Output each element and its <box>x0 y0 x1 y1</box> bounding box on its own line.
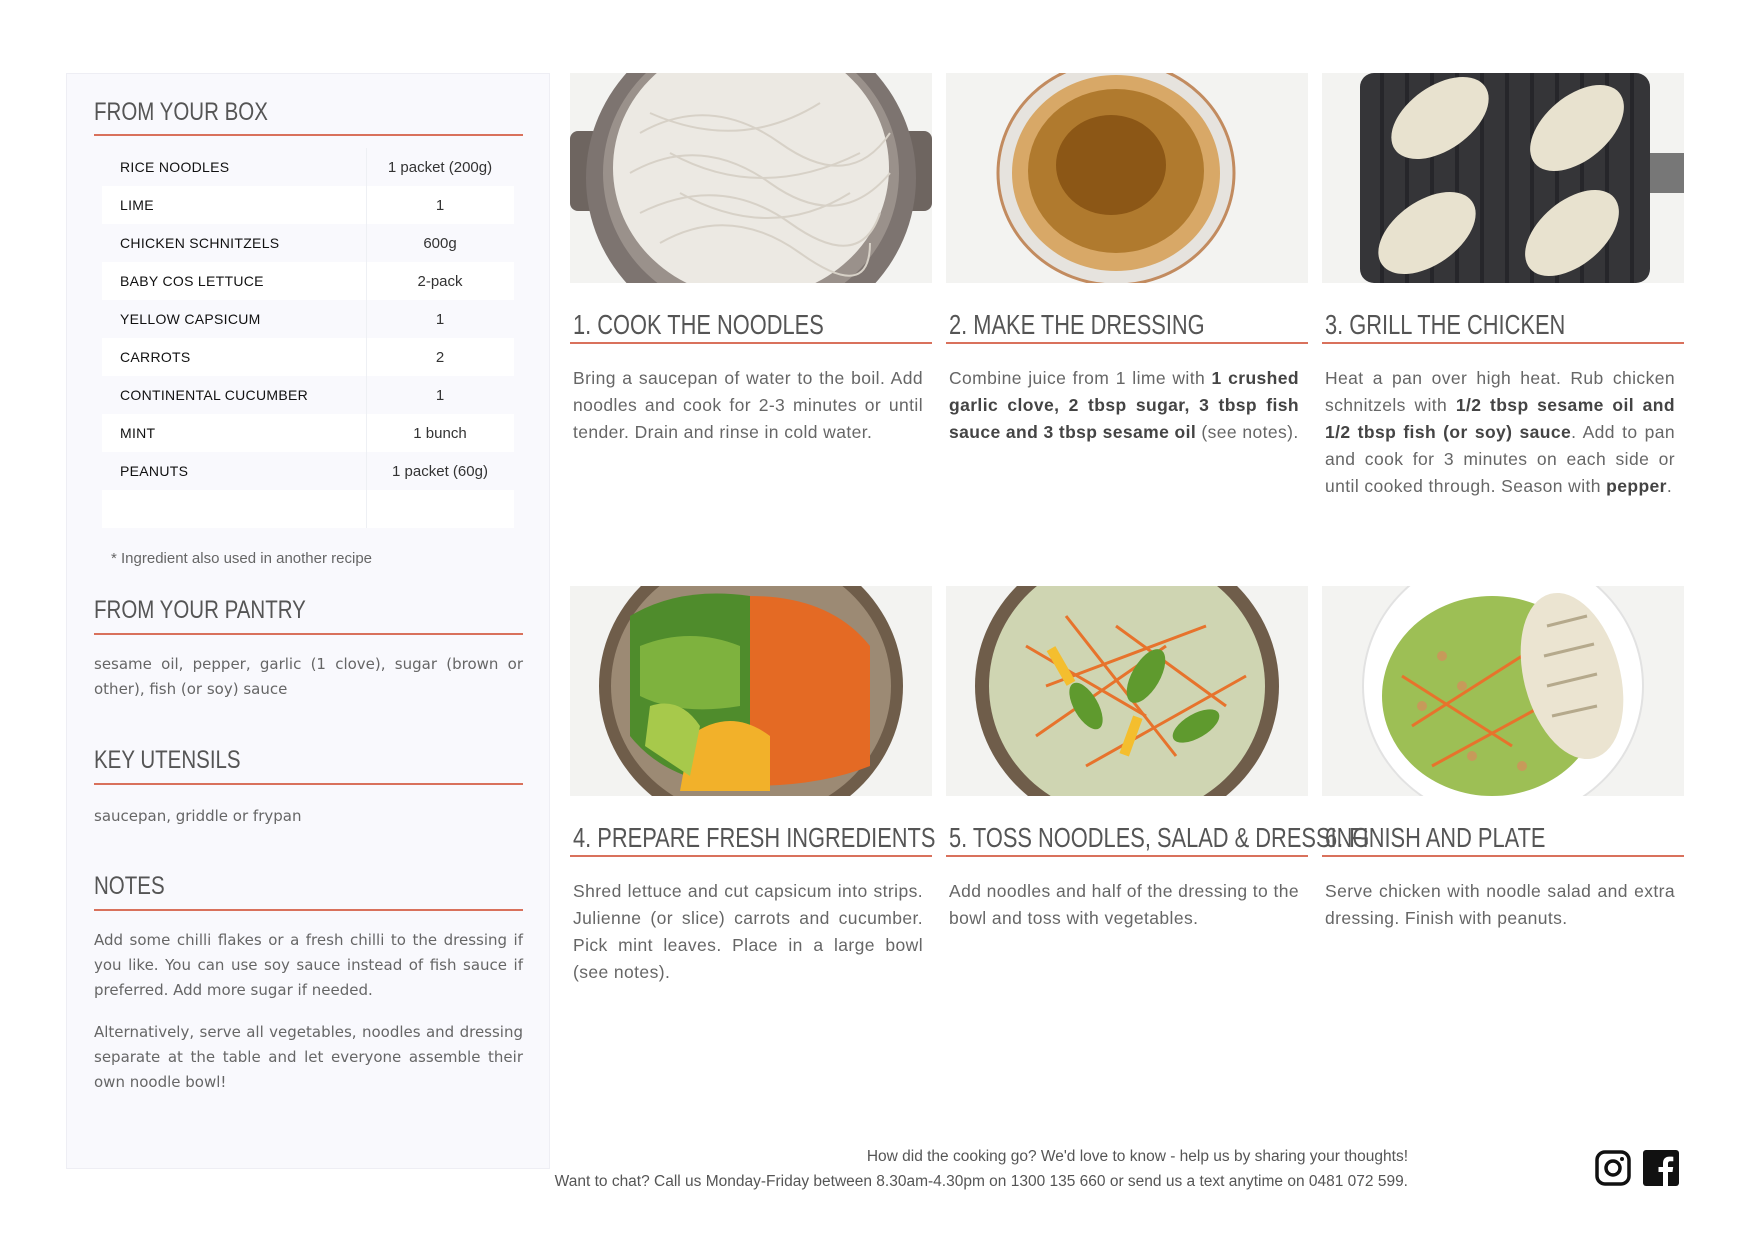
ingredient-name: CARROTS <box>120 349 191 365</box>
step-2-text <box>949 365 1299 446</box>
utensils-section-title: KEY UTENSILS <box>94 746 241 774</box>
column-divider <box>366 148 367 186</box>
step-3-text <box>1325 365 1675 500</box>
step-6-photo <box>1322 586 1684 796</box>
step-1 <box>570 73 932 442</box>
step-3-photo <box>1322 73 1684 283</box>
step-1-photo <box>570 73 932 283</box>
footer <box>555 1144 1408 1194</box>
step-5-photo <box>946 586 1308 796</box>
ingredient-row <box>102 490 514 528</box>
ingredient-row <box>102 300 514 338</box>
column-divider <box>366 490 367 528</box>
step-text-segment: Combine juice from 1 lime with <box>949 368 1212 388</box>
step-4-title: 4. PREPARE FRESH INGREDIENTS <box>573 822 936 853</box>
ingredient-name: YELLOW CAPSICUM <box>120 311 261 327</box>
section-rule <box>94 783 523 785</box>
step-rule <box>1322 855 1684 857</box>
column-divider <box>366 224 367 262</box>
ingredient-row <box>102 414 514 452</box>
step-text-bold: pepper <box>1606 476 1667 496</box>
pantry-text: sesame oil, pepper, garlic (1 clove), sugar (brown or other), fish (or soy) sauce <box>94 655 523 698</box>
ingredient-name: CHICKEN SCHNITZELS <box>120 235 280 251</box>
ingredient-name: PEANUTS <box>120 463 189 479</box>
step-text-segment: Serve chicken with noodle salad and extra dressing. Finish with peanuts. <box>1325 881 1675 928</box>
ingredient-quantity: 1 packet (200g) <box>387 158 493 176</box>
step-2-title: 2. MAKE THE DRESSING <box>949 309 1205 340</box>
step-text-bold: 1 crushed garlic clove, 2 tbsp sugar, 3 tbsp fish sauce and 3 tbsp sesame oil <box>949 368 1299 442</box>
ingredient-row <box>102 338 514 376</box>
step-5 <box>946 586 1370 928</box>
ingredient-quantity: 2 <box>435 348 445 366</box>
column-divider <box>366 262 367 300</box>
ingredient-quantity: 1 bunch <box>413 424 467 442</box>
ingredient-name: BABY COS LETTUCE <box>120 273 264 289</box>
ingredients-panel <box>66 73 550 1169</box>
column-divider <box>366 338 367 376</box>
ingredient-name: RICE NOODLES <box>120 159 230 175</box>
notes-section-title: NOTES <box>94 872 165 900</box>
ingredient-row <box>102 148 514 186</box>
ingredient-name: CONTINENTAL CUCUMBER <box>120 387 309 403</box>
ingredient-quantity: 1 <box>435 196 445 214</box>
step-rule <box>946 855 1308 857</box>
notes-paragraph-2: Alternatively, serve all vegetables, noodles and dressing separate at the table and let everyone assemble their own noodle bowl! <box>94 1023 523 1091</box>
step-6 <box>1322 586 1684 928</box>
step-rule <box>570 342 932 344</box>
step-5-text <box>949 878 1299 932</box>
step-4 <box>570 586 936 982</box>
column-divider <box>366 414 367 452</box>
step-rule <box>946 342 1308 344</box>
ingredient-row <box>102 452 514 490</box>
step-text-segment: Bring a saucepan of water to the boil. Add noodles and cook for 2-3 minutes or until tender. Drain and rinse in cold water. <box>573 368 923 442</box>
step-rule <box>570 855 932 857</box>
step-text-segment: . <box>1666 476 1673 496</box>
step-text-segment: Shred lettuce and cut capsicum into strips. Julienne (or slice) carrots and cucumber. Pick mint leaves. Place in a large bowl (see notes). <box>573 881 923 982</box>
step-text-segment: Add noodles and half of the dressing to the bowl and toss with vegetables. <box>949 881 1299 928</box>
step-6-title: 6. FINISH AND PLATE <box>1325 822 1546 853</box>
ingredient-quantity: 1 packet (60g) <box>392 462 488 480</box>
ingredient-name: MINT <box>120 425 156 441</box>
ingredient-table <box>102 148 514 528</box>
ingredient-quantity: 600g <box>423 234 457 252</box>
ingredient-quantity: 2-pack <box>417 272 463 290</box>
facebook-icon[interactable] <box>1643 1150 1679 1186</box>
ingredient-quantity: 1 <box>435 386 445 404</box>
section-rule <box>94 134 523 136</box>
step-3 <box>1322 73 1684 496</box>
ingredient-row <box>102 186 514 224</box>
section-rule <box>94 633 523 635</box>
section-rule <box>94 909 523 911</box>
ingredient-row <box>102 224 514 262</box>
step-rule <box>1322 342 1684 344</box>
step-4-text <box>573 878 923 986</box>
step-4-photo <box>570 586 932 796</box>
step-2 <box>946 73 1308 442</box>
column-divider <box>366 186 367 224</box>
ingredient-quantity: 1 <box>435 310 445 328</box>
step-5-title: 5. TOSS NOODLES, SALAD & DRESSING <box>949 822 1370 853</box>
box-section-title: FROM YOUR BOX <box>94 98 268 126</box>
utensils-text: saucepan, griddle or frypan <box>94 807 302 825</box>
step-text-bold: 1/2 tbsp sesame oil and 1/2 tbsp fish (or soy) sauce <box>1325 395 1675 442</box>
ingredient-row <box>102 376 514 414</box>
ingredient-name: LIME <box>120 197 154 213</box>
step-1-text <box>573 365 923 446</box>
column-divider <box>366 300 367 338</box>
step-3-title: 3. GRILL THE CHICKEN <box>1325 309 1566 340</box>
footer-contact-line: Want to chat? Call us Monday-Friday between 8.30am-4.30pm on 1300 135 660 or send us a text anytime on 0481 072 599. <box>554 1173 1408 1190</box>
notes-paragraph-1: Add some chilli flakes or a fresh chilli to the dressing if you like. You can use soy sauce instead of fish sauce if preferred. Add more sugar if needed. <box>94 931 523 999</box>
footer-feedback-line: How did the cooking go? We'd love to know - help us by sharing your thoughts! <box>866 1148 1408 1165</box>
step-2-photo <box>946 73 1308 283</box>
instagram-icon[interactable] <box>1595 1150 1631 1186</box>
step-text-segment: Heat a pan over high heat. Rub chicken schnitzels with <box>1325 368 1675 415</box>
step-6-text <box>1325 878 1675 932</box>
ingredient-row <box>102 262 514 300</box>
step-1-title: 1. COOK THE NOODLES <box>573 309 824 340</box>
step-text-segment: . Add to pan and cook for 3 minutes on each side or until cooked through. Season with <box>1325 422 1675 496</box>
column-divider <box>366 452 367 490</box>
pantry-section-title: FROM YOUR PANTRY <box>94 596 306 624</box>
footnote: * Ingredient also used in another recipe <box>111 550 373 567</box>
step-text-segment: (see notes). <box>1196 422 1299 442</box>
column-divider <box>366 376 367 414</box>
